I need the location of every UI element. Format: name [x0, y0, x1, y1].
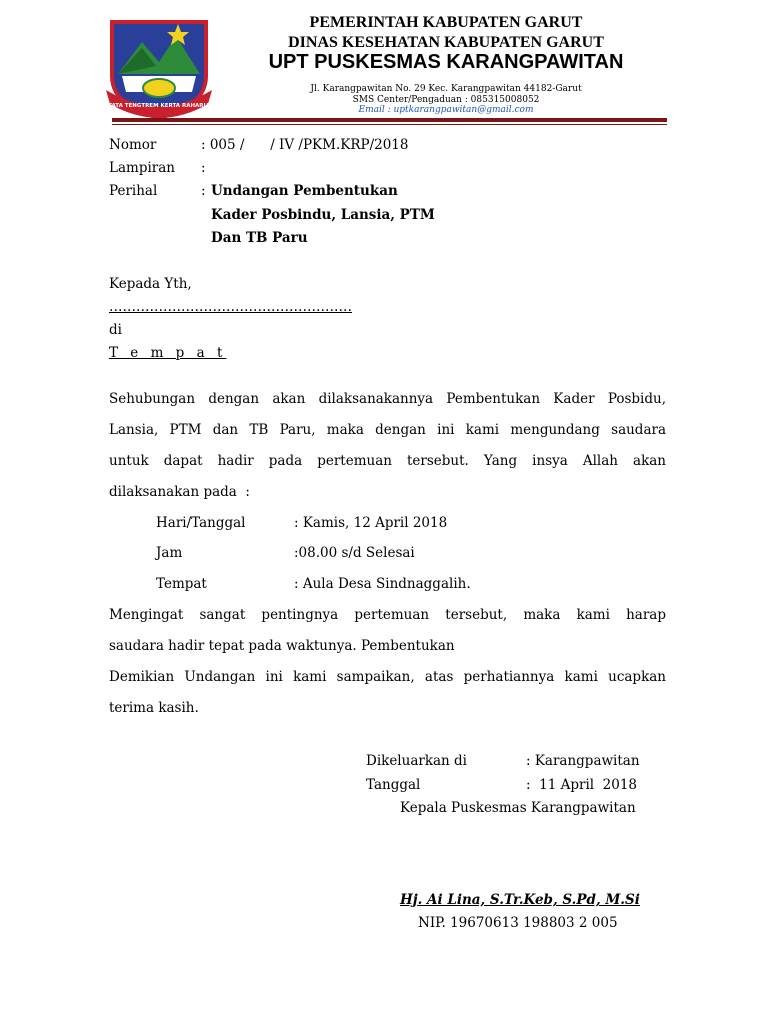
body-line: untuk dapat hadir pada pertemuan tersebut. Yang insya Allah akan [109, 453, 666, 469]
perihal-line: Kader Posbindu, Lansia, PTM [211, 207, 435, 223]
body-line: Sehubungan dengan akan dilaksanakannya Pembentukan Kader Posbidu, [109, 391, 666, 407]
header-rule-thin [112, 124, 667, 125]
header-sms: SMS Center/Pengaduan : 085315008052 [352, 95, 540, 105]
detail-label: Jam [156, 545, 183, 561]
header-department: DINAS KESEHATAN KABUPATEN GARUT [288, 34, 604, 51]
recipient-placeholder: ……………………………………………… [109, 299, 352, 315]
detail-value: :08.00 s/d Selesai [294, 545, 415, 561]
lampiran-label: Lampiran [109, 160, 175, 176]
body-line: saudara hadir tepat pada waktunya. Pembentukan [109, 638, 455, 654]
detail-label: Tempat [156, 576, 207, 592]
recipient-greeting: Kepada Yth, [109, 276, 192, 292]
header-address: Jl. Karangpawitan No. 29 Kec. Karangpawitan 44182-Garut [310, 84, 582, 94]
signer-nip: NIP. 19670613 198803 2 005 [418, 915, 618, 931]
body-line: terima kasih. [109, 700, 199, 716]
header-institution: UPT PUSKESMAS KARANGPAWITAN [268, 51, 624, 73]
header-email: Email : uptkarangpawitan@gmail.com [358, 105, 534, 115]
signer-name: Hj. Ai Lina, S.Tr.Keb, S.Pd, M.Si [400, 892, 640, 908]
nomor-value: : 005 / / IV /PKM.KRP/2018 [201, 137, 409, 153]
recipient-tempat: T e m p a t [109, 345, 227, 361]
detail-label: Hari/Tanggal [156, 515, 246, 531]
detail-value: : Kamis, 12 April 2018 [294, 515, 448, 531]
body-line: Demikian Undangan ini kami sampaikan, atas perhatiannya kami ucapkan [109, 669, 666, 685]
lampiran-value: : [201, 160, 206, 176]
perihal-line: Dan TB Paru [211, 230, 308, 246]
header-rule-thick [112, 118, 667, 122]
issued-label: Dikeluarkan di [366, 753, 467, 769]
body-line: Mengingat sangat pentingnya pertemuan tersebut, maka kami harap [109, 607, 666, 623]
logo-motto: TATA TENGTREM KERTA RAHARJA [108, 103, 210, 109]
date-value: : 11 April 2018 [526, 777, 638, 793]
perihal-label: Perihal [109, 183, 158, 199]
body-line: Lansia, PTM dan TB Paru, maka dengan ini kami mengundang saudara [109, 422, 666, 438]
signer-position: Kepala Puskesmas Karangpawitan [400, 800, 636, 816]
detail-value: : Aula Desa Sindnaggalih. [294, 576, 471, 592]
nomor-label: Nomor [109, 137, 157, 153]
recipient-di: di [109, 322, 122, 338]
kabupaten-garut-logo [104, 14, 214, 124]
issued-value: : Karangpawitan [526, 753, 640, 769]
perihal-line: Undangan Pembentukan [211, 183, 398, 199]
perihal-colon: : [201, 183, 206, 199]
body-line: dilaksanakan pada : [109, 484, 250, 500]
header-government: PEMERINTAH KABUPATEN GARUT [309, 14, 583, 31]
date-label: Tanggal [366, 777, 421, 793]
